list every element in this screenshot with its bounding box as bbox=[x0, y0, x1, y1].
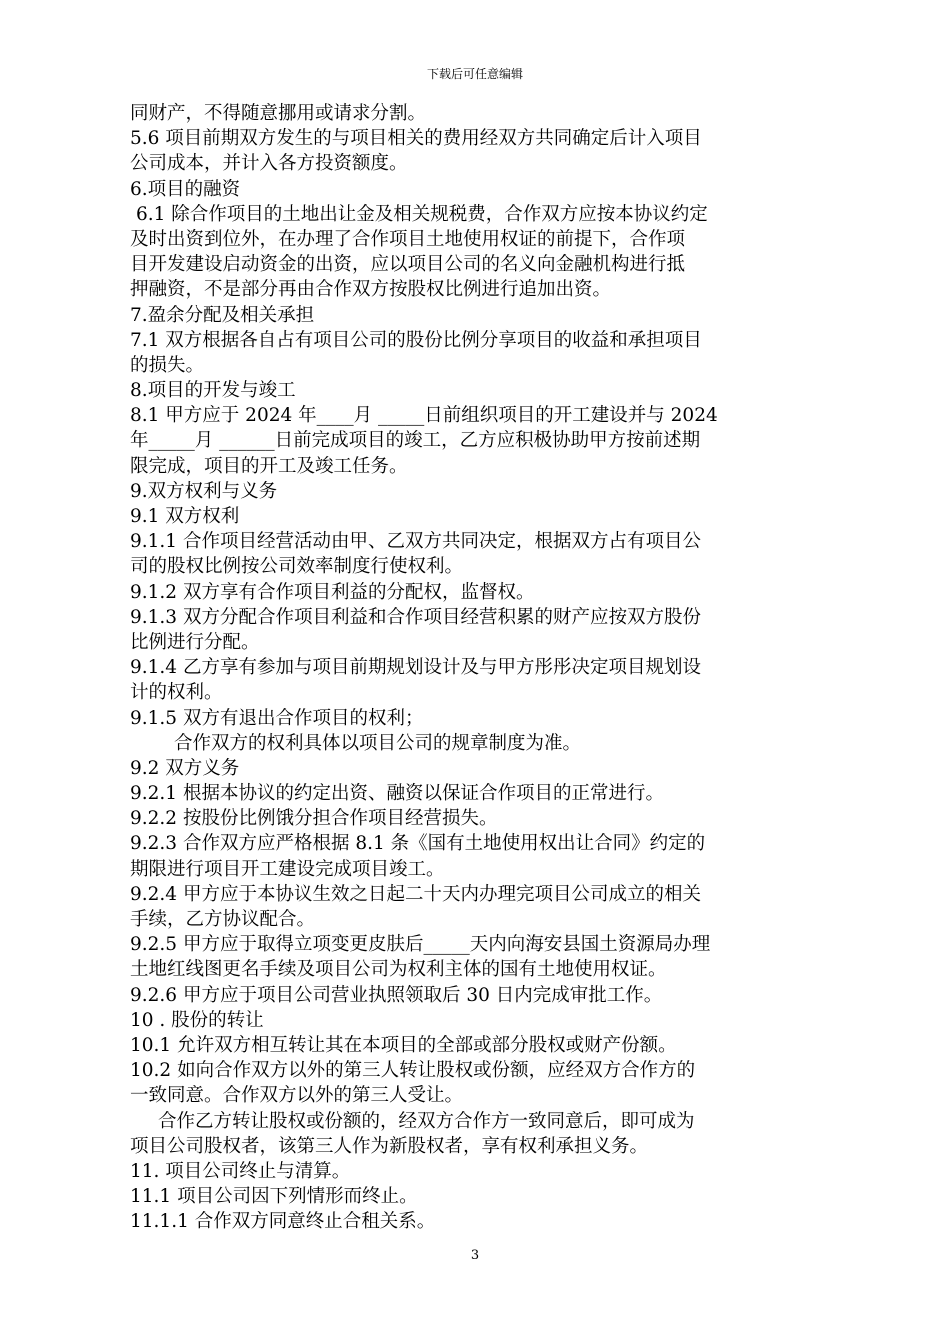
text-line: 及时出资到位外，在办理了合作项目土地使用权证的前提下，合作项 bbox=[130, 228, 686, 250]
section-heading: 6.项目的融资 bbox=[130, 178, 241, 200]
text-line: 9.2.6 甲方应于项目公司营业执照领取后 30 日内完成审批工作。 bbox=[130, 984, 663, 1006]
text-line: 同财产，不得随意挪用或请求分割。 bbox=[130, 103, 427, 124]
section-heading: 10 . 股份的转让 bbox=[130, 1009, 264, 1031]
text-line: 9.1.4 乙方享有参加与项目前期规划设计及与甲方彤彤决定项目规划设 bbox=[130, 657, 701, 679]
text-line: 土地红线图更名手续及项目公司为权利主体的国有土地使用权证。 bbox=[130, 959, 667, 981]
subsection-heading: 9.1 双方权利 bbox=[130, 506, 240, 527]
text-line: 10.1 允许双方相互转让其在本项目的全部或部分股权或财产份额。 bbox=[130, 1034, 677, 1056]
text-line: 11.1.1 合作双方同意终止合租关系。 bbox=[130, 1211, 436, 1233]
text-line: 的损失。 bbox=[130, 354, 205, 376]
text-line: 7.1 双方根据各自占有项目公司的股份比例分享项目的收益和承担项目 bbox=[130, 329, 702, 351]
text-line: 9.2.1 根据本协议的约定出资、融资以保证合作项目的正常进行。 bbox=[130, 783, 664, 805]
text-line: 计的权利。 bbox=[130, 682, 223, 704]
text-line: 10.2 如向合作双方以外的第三人转让股权或份额，应经双方合作方的 bbox=[130, 1060, 696, 1082]
text-line: 9.2.2 按股份比例饿分担合作项目经营损失。 bbox=[130, 808, 498, 830]
text-line: 比例进行分配。 bbox=[130, 631, 260, 653]
text-line: 8.1 甲方应于 2024 年____月 _____日前组织项目的开工建设并与 2024 bbox=[130, 405, 718, 427]
text-line: 押融资，不是部分再由合作双方按股权比例进行追加出资。 bbox=[130, 279, 612, 301]
text-line: 6.1 除合作项目的土地出让金及相关规税费，合作双方应按本协议约定 bbox=[136, 203, 708, 225]
text-line: 目开发建设启动资金的出资，应以项目公司的名义向金融机构进行抵 bbox=[130, 254, 686, 276]
subsection-heading: 9.2 双方义务 bbox=[130, 757, 240, 779]
text-line: 9.1.3 双方分配合作项目利益和合作项目经营积累的财产应按双方股份 bbox=[130, 606, 701, 628]
text-line: 11.1 项目公司因下列情形而终止。 bbox=[130, 1186, 418, 1208]
page-number: 3 bbox=[470, 1248, 480, 1263]
page-header: 下载后可任意编辑 bbox=[426, 67, 523, 81]
section-heading: 7.盈余分配及相关承担 bbox=[130, 304, 315, 326]
text-line: 公司成本，并计入各方投资额度。 bbox=[130, 153, 408, 175]
text-line: 一致同意。合作双方以外的第三人受让。 bbox=[130, 1085, 464, 1107]
document-body bbox=[130, 101, 820, 1234]
text-line: 年_____月 ______日前完成项目的竣工，乙方应积极协助甲方按前述期 bbox=[130, 430, 701, 452]
text-line: 限完成，项目的开工及竣工任务。 bbox=[130, 455, 408, 477]
text-line: 5.6 项目前期双方发生的与项目相关的费用经双方共同确定后计入项目 bbox=[130, 128, 702, 150]
text-line: 9.2.3 合作双方应严格根据 8.1 条《国有土地使用权出让合同》约定的 bbox=[130, 833, 706, 855]
text-line: 项目公司股权者，该第三人作为新股权者，享有权利承担义务。 bbox=[130, 1135, 649, 1157]
text-line: 手续，乙方协议配合。 bbox=[130, 909, 316, 930]
section-heading: 8.项目的开发与竣工 bbox=[130, 380, 296, 402]
text-line: 合作双方的权利具体以项目公司的规章制度为准。 bbox=[174, 732, 582, 754]
section-heading: 11. 项目公司终止与清算。 bbox=[130, 1160, 351, 1182]
text-line: 司的股权比例按公司效率制度行使权利。 bbox=[130, 556, 464, 578]
text-line: 合作乙方转让股权或份额的，经双方合作方一致同意后，即可成为 bbox=[158, 1110, 695, 1132]
text-line: 9.1.2 双方享有合作项目利益的分配权，监督权。 bbox=[130, 581, 535, 603]
text-line: 期限进行项目开工建设完成项目竣工。 bbox=[130, 858, 445, 880]
text-line: 9.1.1 合作项目经营活动由甲、乙双方共同决定，根据双方占有项目公 bbox=[130, 531, 701, 553]
section-heading: 9.双方权利与义务 bbox=[130, 480, 278, 502]
text-line: 9.2.5 甲方应于取得立项变更皮肤后_____天内向海安县国土资源局办理 bbox=[130, 934, 711, 956]
text-line: 9.1.5 双方有退出合作项目的权利； bbox=[130, 707, 424, 729]
text-line: 9.2.4 甲方应于本协议生效之日起二十天内办理完项目公司成立的相关 bbox=[130, 883, 701, 905]
